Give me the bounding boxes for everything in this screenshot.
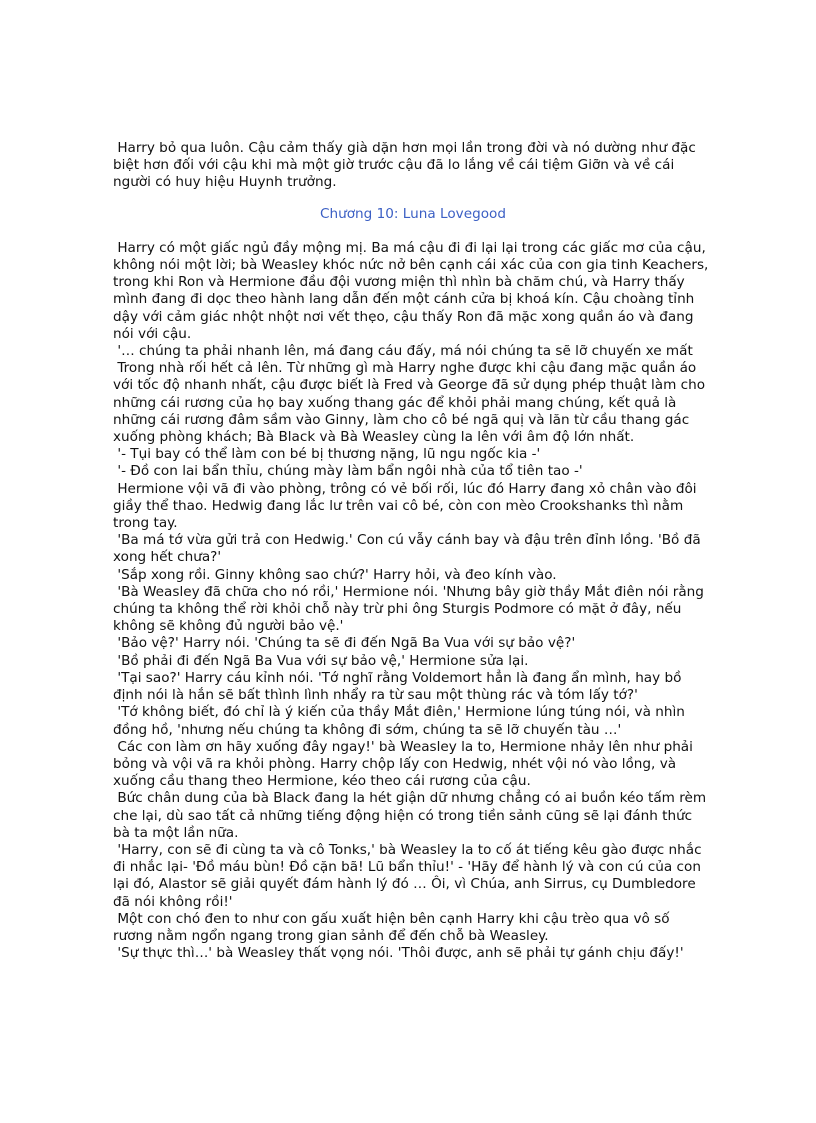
paragraph: Một con chó đen to như con gấu xuất hiện bên cạnh Harry khi cậu trèo qua vô số rương nằm ngổn ngang trong gian sảnh để đến chỗ bà Weasley. <box>113 910 674 944</box>
paragraph: 'Tại sao?' Harry cáu kỉnh nói. 'Tớ nghĩ rằng Voldemort hẳn là đang ẩn mình, hay bồ định nói là hắn sẽ bất thình lình nhẩy ra từ sau một thùng rác và tóm lấy tớ?' <box>113 669 686 704</box>
document-page <box>113 140 713 962</box>
paragraph: 'Bồ phải đi đến Ngã Ba Vua với sự bảo vệ,' Hermione sửa lại. <box>113 652 529 669</box>
intro-paragraph: Harry bỏ qua luôn. Cậu cảm thấy già dặn hơn mọi lần trong đời và nó dường như đặc biệt hơn đối với cậu khi mà một giờ trước cậu đã lo lắng về cái tiệm Giỡn và về cái người có huy hiệu Huynh trưởng. <box>113 140 701 191</box>
paragraph: Trong nhà rối hết cả lên. Từ những gì mà Harry nghe được khi cậu đang mặc quần áo với tốc độ nhanh nhất, cậu được biết là Fred và George đã sử dụng phép thuật làm cho những cái rương của họ bay xuống thang gác để khỏi phải mang chúng, kết quả là những cái rương đâm sầm vào Ginny, làm cho cô bé ngã quị và lăn từ cầu thang gác xuống phòng khách; Bà Black và Bà Weasley cùng la lên với âm độ lớn nhất. <box>113 360 710 446</box>
chapter-title: Chương 10: Luna Lovegood <box>320 205 506 222</box>
paragraph: Harry có một giấc ngủ đầy mộng mị. Ba má cậu đi đi lại lại trong các giấc mơ của cậu, không nói một lời; bà Weasley khóc nức nở bên cạnh cái xác của con gia tinh Keachers, trong khi Ron và Hermione đầu đội vương miện thì nhìn bà chăm chú, và Harry thấy mình đang đi dọc theo hành lang dẫn đến một cánh cửa bị khoá kín. Cậu choàng tỉnh dậy với cảm giác nhột nhột nơi vết thẹo, cậu thấy Ron đã mặc xong quần áo và đang nói với cậu. <box>113 239 713 342</box>
paragraph: 'Sắp xong rồi. Ginny không sao chứ?' Harry hỏi, và đeo kính vào. <box>113 566 557 583</box>
paragraph: 'Bảo vệ?' Harry nói. 'Chúng ta sẽ đi đến Ngã Ba Vua với sự bảo vệ?' <box>113 635 576 652</box>
paragraph: 'Harry, con sẽ đi cùng ta và cô Tonks,' bà Weasley la to cố át tiếng kêu gào được nhắc đi nhắc lại- 'Đồ máu bùn! Đồ cặn bã! Lũ bẩn thỉu!' - 'Hãy để hành lý và con cú của con lại đó, Alastor sẽ giải quyết đám hành lý đó … Ôi, vì Chúa, anh Sirrus, cụ Dumbledore đã nói không rồi!' <box>113 841 706 910</box>
chapter-body <box>113 240 713 963</box>
paragraph: 'Bà Weasley đã chữa cho nó rồi,' Hermione nói. 'Nhưng bây giờ thầy Mắt điên nói rằng chúng ta không thể rời khỏi chỗ này trừ phi ông Sturgis Podmore có mặt ở đây, nếu không sẽ không đủ người bảo vệ.' <box>113 583 709 635</box>
paragraph: '- Đồ con lai bẩn thỉu, chúng mày làm bẩn ngôi nhà của tổ tiên tao -' <box>113 463 583 480</box>
paragraph: 'Sự thực thì…' bà Weasley thất vọng nói. 'Thôi được, anh sẽ phải tự gánh chịu đấy!' <box>113 945 684 962</box>
paragraph: Hermione vội vã đi vào phòng, trông có vẻ bối rối, lúc đó Harry đang xỏ chân vào đôi giầy thể thao. Hedwig đang lắc lư trên vai cô bé, còn con mèo Crookshanks thì nằm trong tay. <box>113 480 701 532</box>
paragraph: Các con làm ơn hãy xuống đây ngay!' bà Weasley la to, Hermione nhảy lên như phải bỏng và vội vã ra khỏi phòng. Harry chộp lấy con Hedwig, nhét vội nó vào lồng, và xuống cầu thang theo Hermione, kéo theo cái rương của cậu. <box>113 738 698 790</box>
paragraph: 'Ba má tớ vừa gửi trả con Hedwig.' Con cú vẫy cánh bay và đậu trên đỉnh lồng. 'Bồ đã xong hết chưa?' <box>113 532 705 566</box>
paragraph: Bức chân dung của bà Black đang la hét giận dữ nhưng chẳng có ai buồn kéo tấm rèm che lại, dù sao tất cả những tiếng động hiện có trong tiền sảnh cũng sẽ lại đánh thức bà ta một lần nữa. <box>113 790 711 841</box>
paragraph: '- Tụi bay có thể làm con bé bị thương nặng, lũ ngu ngốc kia -' <box>113 446 541 463</box>
paragraph: 'Tớ không biết, đó chỉ là ý kiến của thầy Mắt điên,' Hermione lúng túng nói, và nhìn đồng hồ, 'nhưng nếu chúng ta không đi sớm, chúng ta sẽ lỡ chuyến tàu …' <box>113 704 690 738</box>
paragraph: '… chúng ta phải nhanh lên, má đang cáu đấy, má nói chúng ta sẽ lỡ chuyến xe mất <box>113 343 693 360</box>
